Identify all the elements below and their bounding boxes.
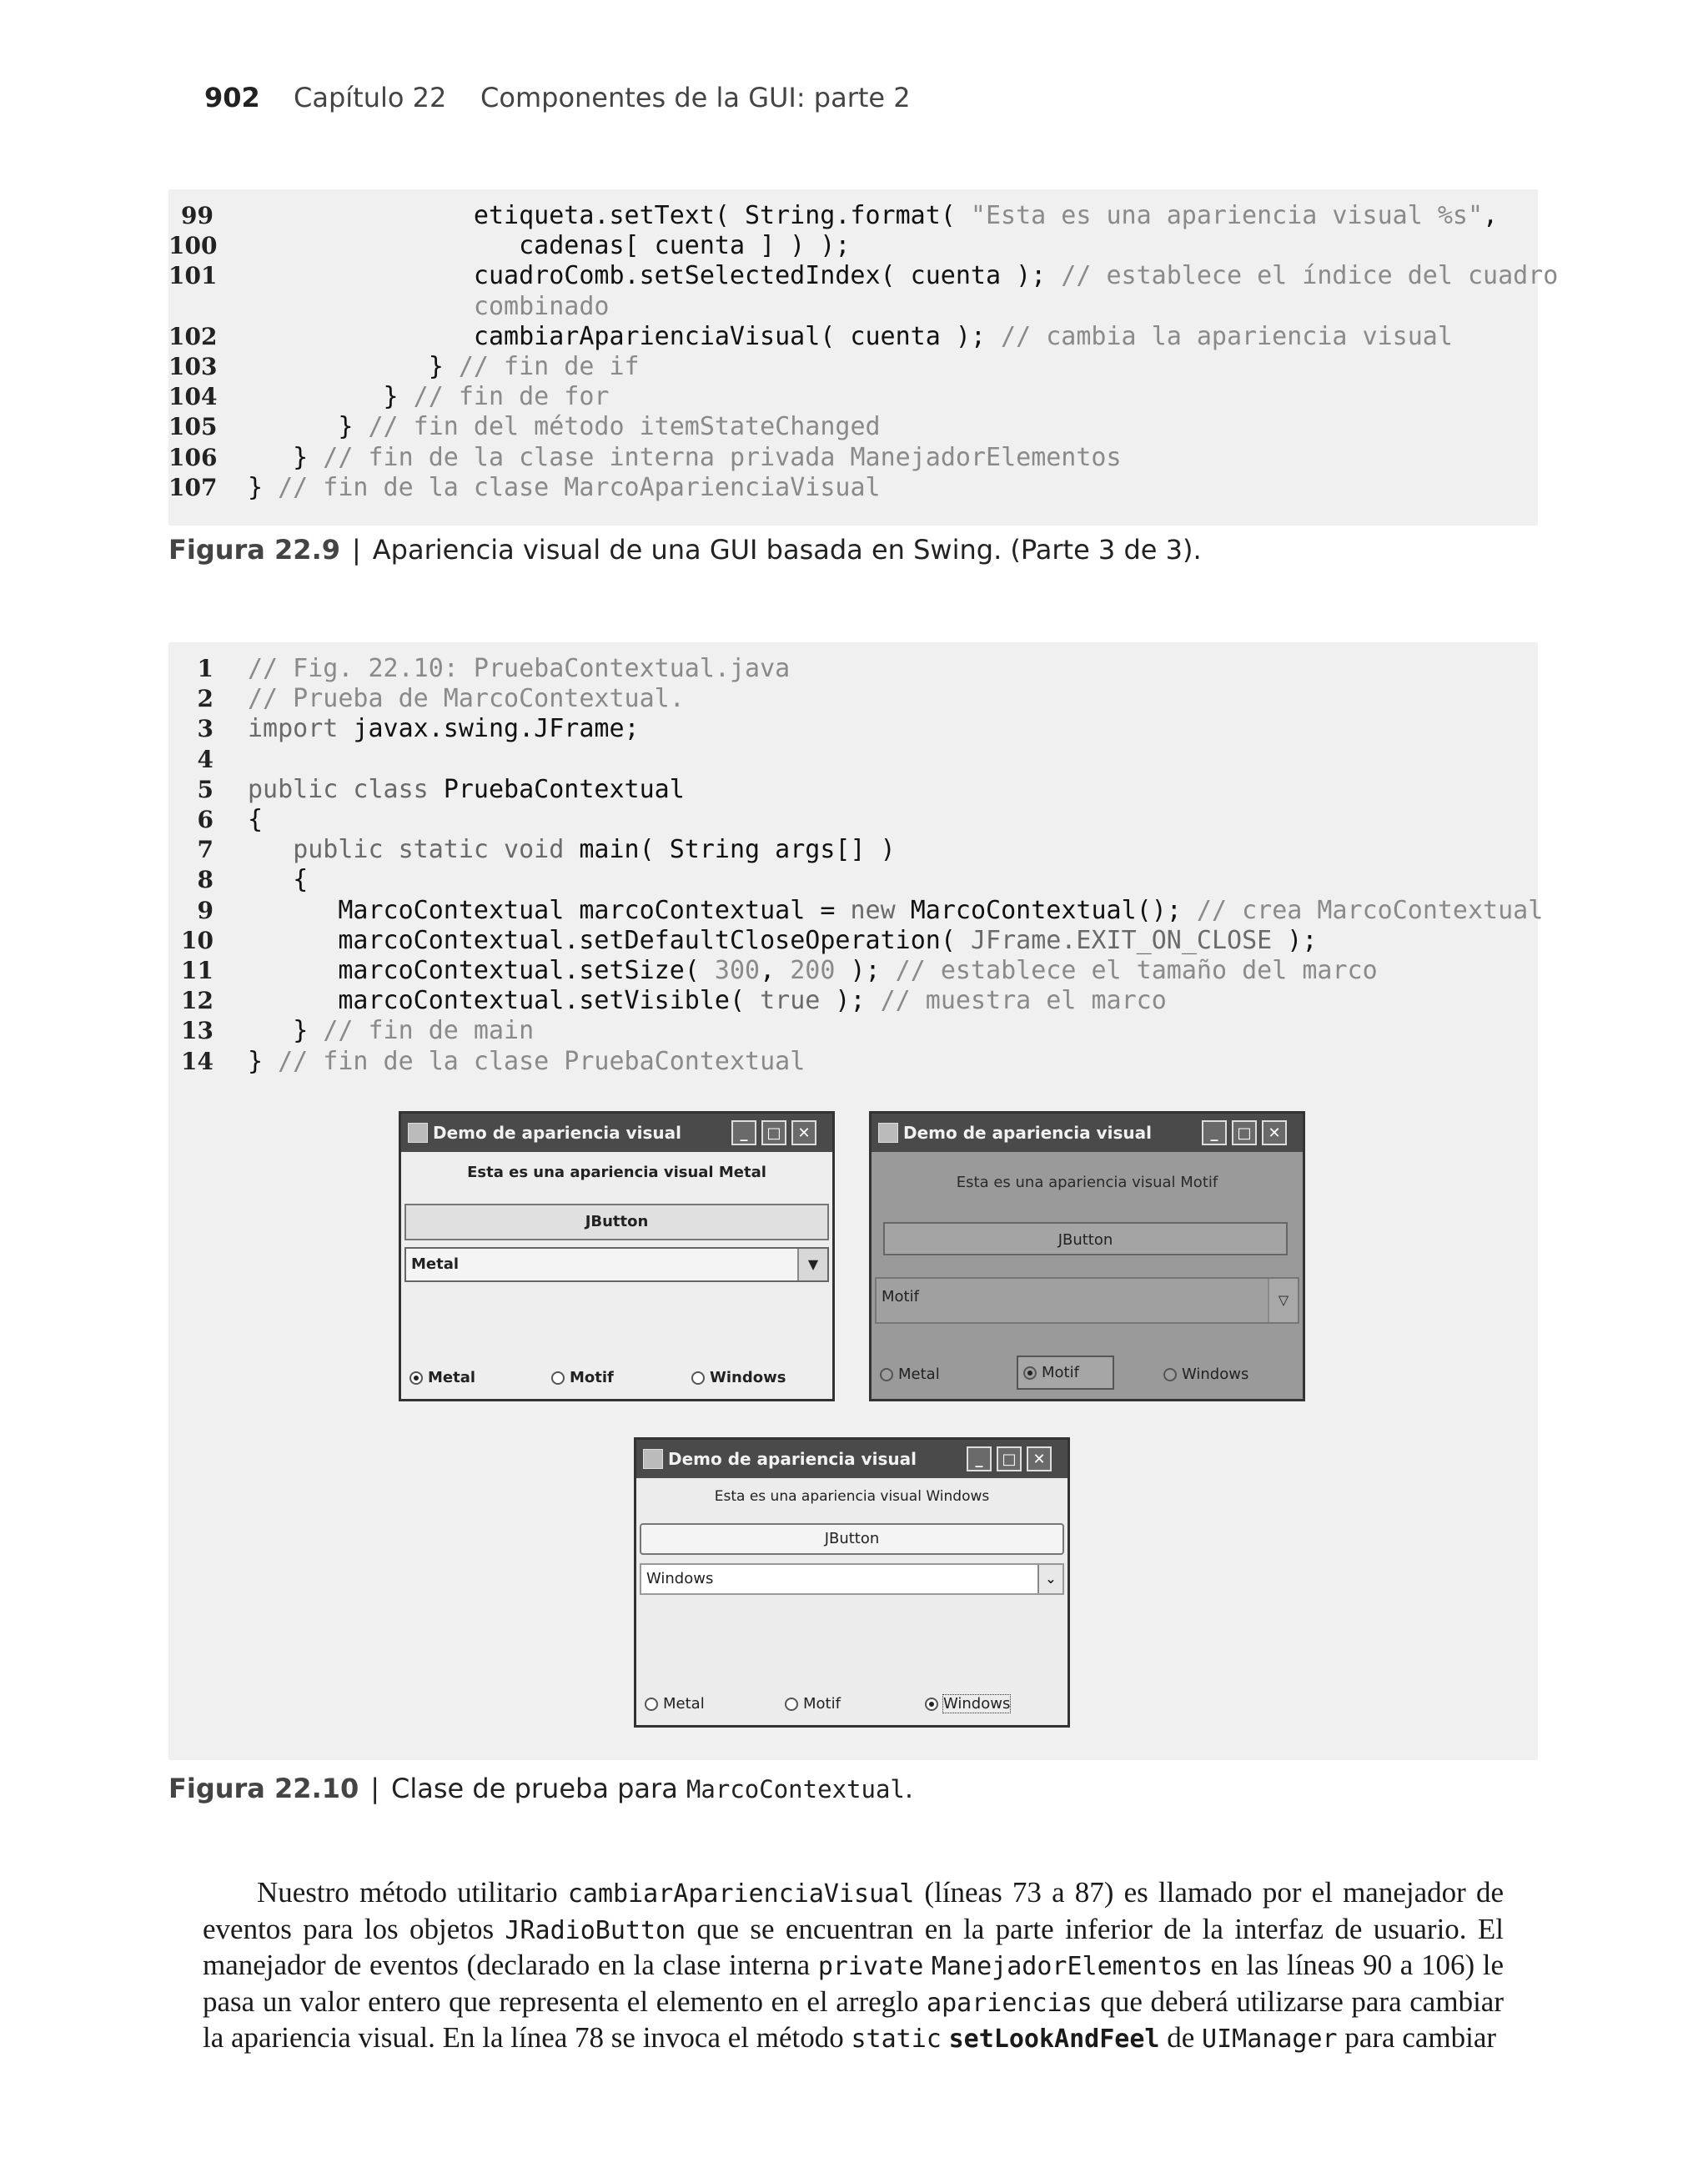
page-number: 902 — [204, 82, 260, 113]
chevron-down-icon[interactable]: ▼ — [797, 1249, 827, 1280]
radio-label: Metal — [428, 1369, 476, 1386]
chevron-down-icon[interactable]: ⌄ — [1037, 1565, 1062, 1593]
radio-windows[interactable] — [925, 1695, 1010, 1713]
code-line — [168, 895, 1544, 926]
line-number: 8 — [197, 866, 214, 894]
title-bar[interactable] — [636, 1440, 1068, 1478]
radio-dot — [1023, 1366, 1037, 1380]
radio-dot — [551, 1371, 565, 1385]
line-source: cadenas[ cuenta ] ) ); — [519, 231, 851, 261]
look-feel-combobox[interactable] — [640, 1563, 1064, 1595]
line-number: 14 — [181, 1047, 214, 1075]
code-line — [168, 261, 1559, 291]
code-line — [168, 322, 1538, 352]
line-source: public static void main( String args[] ) — [293, 835, 896, 865]
line-number: 105 — [168, 413, 218, 441]
line-source: { — [248, 805, 264, 834]
line-source: import javax.swing.JFrame; — [248, 714, 640, 744]
line-number: 99 — [181, 202, 214, 229]
code-line — [168, 956, 1538, 986]
close-icon[interactable]: ✕ — [791, 1120, 816, 1145]
line-source: marcoContextual.setSize( 300, 200 ); // establece el tamaño del marco — [338, 956, 1378, 985]
java-cup-icon — [878, 1123, 898, 1143]
java-cup-icon — [643, 1449, 663, 1469]
java-cup-icon — [408, 1123, 428, 1143]
code-line — [168, 684, 1538, 714]
line-source: } // fin de la clase PruebaContextual — [248, 1046, 806, 1076]
line-number: 102 — [168, 322, 218, 350]
combo-value: Metal — [411, 1255, 460, 1273]
line-source: } // fin de for — [383, 382, 610, 412]
line-source: } // fin de la clase interna privada ManejadorElementos — [293, 442, 1122, 472]
code-line — [168, 231, 1538, 261]
line-source: marcoContextual.setDefaultCloseOperation( JFrame.EXIT_ON_CLOSE ); — [338, 925, 1318, 955]
close-icon[interactable]: ✕ — [1262, 1120, 1287, 1145]
code-line — [168, 382, 1538, 412]
line-source: public class PruebaContextual — [248, 774, 685, 804]
line-number: 10 — [181, 926, 214, 954]
line-source: etiqueta.setText( String.format( "Esta es una apariencia visual %s", — [473, 201, 1499, 230]
radio-label: Motif — [1042, 1364, 1079, 1381]
window-windows — [634, 1437, 1070, 1728]
radio-label: Windows — [943, 1695, 1011, 1713]
radio-dot — [645, 1698, 658, 1711]
code-line — [168, 835, 1538, 865]
line-number: 100 — [168, 232, 218, 260]
line-source: } // fin de main — [293, 1016, 535, 1046]
radio-metal[interactable] — [880, 1366, 940, 1383]
radio-dot — [691, 1371, 705, 1385]
code-line — [168, 986, 1538, 1016]
line-number: 4 — [197, 745, 214, 773]
combo-value: Windows — [646, 1570, 714, 1587]
look-feel-label: Esta es una apariencia visual Metal — [467, 1164, 766, 1181]
title-bar[interactable] — [872, 1114, 1303, 1152]
line-source: } // fin del método itemStateChanged — [338, 412, 881, 442]
radio-motif[interactable] — [551, 1369, 614, 1386]
radio-dot — [880, 1368, 893, 1381]
line-source: } // fin de if — [428, 352, 640, 381]
code-line — [168, 714, 1538, 744]
radio-motif[interactable] — [785, 1695, 841, 1713]
caption-class-name: MarcoContextual — [686, 1775, 905, 1803]
chevron-down-icon[interactable]: ▽ — [1268, 1279, 1298, 1322]
line-source: cuadroComb.setSelectedIndex( cuenta ); // establece el índice del cuadro — [473, 261, 1559, 291]
body-paragraph: Nuestro método utilitario cambiarAparienciaVisual (líneas 73 a 87) es llamado por el manejador de eventos para los objetos JRadioButton que se encuentran en la parte inferior de la interfaz de usuario. El manejador de eventos (declarado en la clase interna private ManejadorElementos en las líneas 90 a 106) le pasa un valor entero que representa el elemento en el arreglo apariencias que deberá utilizarse para cambiar la apariencia visual. En la línea 78 se invoca el método static setLookAndFeel de UIManager para cambiar — [203, 1876, 1504, 2054]
radio-windows[interactable] — [1163, 1366, 1248, 1383]
code-listing-22-10 — [168, 642, 1544, 1760]
code-line — [168, 443, 1538, 473]
look-feel-combobox[interactable] — [875, 1277, 1299, 1324]
code-line — [168, 865, 1538, 895]
window-motif — [869, 1111, 1305, 1401]
jbutton[interactable]: JButton — [883, 1222, 1288, 1255]
line-number: 104 — [168, 383, 218, 411]
jbutton[interactable]: JButton — [404, 1204, 829, 1240]
line-number: 106 — [168, 443, 218, 471]
line-source: MarcoContextual marcoContextual = new MarcoContextual(); // crea MarcoContextual — [338, 895, 1544, 925]
line-number: 1 — [197, 655, 214, 682]
code-line — [168, 775, 1538, 805]
radio-label: Motif — [570, 1369, 614, 1386]
line-number: 9 — [197, 896, 214, 924]
line-number: 6 — [197, 806, 214, 833]
line-source: { — [293, 865, 309, 895]
line-number: 2 — [197, 685, 214, 713]
radio-dot — [785, 1698, 798, 1711]
line-source: marcoContextual.setVisible( true ); // muestra el marco — [338, 986, 1167, 1016]
radio-label: Windows — [1182, 1366, 1249, 1383]
radio-dot — [1163, 1368, 1177, 1381]
title-bar[interactable] — [401, 1114, 832, 1152]
code-line — [168, 412, 1538, 442]
line-source: cambiarAparienciaVisual( cuenta ); // cambia la apariencia visual — [473, 321, 1453, 351]
look-feel-combobox[interactable] — [404, 1247, 829, 1282]
caption-end: . — [904, 1773, 914, 1804]
code-line — [168, 745, 1538, 775]
figure-caption-22-10: Figura 22.10 | Clase de prueba para MarcoContextual. — [168, 1773, 914, 1804]
jbutton[interactable]: JButton — [640, 1523, 1064, 1555]
figure-number: Figura 22.9 — [168, 534, 340, 566]
line-number: 12 — [181, 987, 214, 1015]
maximize-icon[interactable]: □ — [997, 1446, 1022, 1471]
code-line — [168, 352, 1538, 382]
code-line — [168, 1016, 1538, 1046]
code-line — [168, 1047, 1538, 1077]
window-title: Demo de apariencia visual — [668, 1449, 917, 1469]
maximize-icon[interactable]: □ — [1232, 1120, 1257, 1145]
code-listing-22-9 — [168, 189, 1559, 526]
radio-dot — [925, 1698, 938, 1711]
radio-metal[interactable] — [409, 1369, 475, 1386]
code-line — [168, 805, 1538, 835]
line-number: 101 — [168, 262, 218, 290]
combo-value: Motif — [882, 1288, 919, 1305]
line-number: 103 — [168, 353, 218, 380]
line-source: } // fin de la clase MarcoAparienciaVisual — [248, 472, 881, 502]
line-number: 3 — [197, 715, 214, 743]
figure-number: Figura 22.10 — [168, 1773, 359, 1804]
radio-label: Motif — [803, 1695, 841, 1713]
minimize-icon[interactable]: _ — [967, 1446, 992, 1471]
code-line — [168, 201, 1538, 231]
line-source: combinado — [473, 291, 610, 321]
line-number: 5 — [197, 775, 214, 803]
minimize-icon[interactable]: _ — [1202, 1120, 1227, 1145]
caption-text: Apariencia visual de una GUI basada en Swing. (Parte 3 de 3). — [372, 534, 1202, 566]
line-number: 107 — [168, 473, 218, 501]
line-source: // Prueba de MarcoContextual. — [248, 684, 685, 714]
line-number: 13 — [181, 1017, 214, 1045]
caption-text: Clase de prueba para — [391, 1773, 686, 1804]
look-feel-label: Esta es una apariencia visual Motif — [956, 1174, 1218, 1191]
look-feel-label: Esta es una apariencia visual Windows — [714, 1488, 990, 1505]
code-line — [168, 292, 1538, 322]
window-metal — [399, 1111, 835, 1401]
radio-metal[interactable] — [645, 1695, 705, 1713]
running-head: Capítulo 22 Componentes de la GUI: parte 2 — [294, 82, 911, 113]
radio-label: Metal — [663, 1695, 705, 1713]
code-line — [168, 473, 1538, 503]
line-number: 7 — [197, 836, 214, 864]
code-line — [168, 654, 1538, 684]
figure-caption-22-9: Figura 22.9 | Apariencia visual de una GUI basada en Swing. (Parte 3 de 3). — [168, 534, 1202, 566]
radio-dot — [409, 1371, 423, 1385]
radio-label: Windows — [710, 1369, 786, 1386]
minimize-icon[interactable]: _ — [731, 1120, 756, 1145]
window-title: Demo de apariencia visual — [903, 1123, 1152, 1143]
line-source: // Fig. 22.10: PruebaContextual.java — [248, 654, 791, 683]
maximize-icon[interactable]: □ — [761, 1120, 786, 1145]
close-icon[interactable]: ✕ — [1027, 1446, 1052, 1471]
radio-windows[interactable] — [691, 1369, 786, 1386]
code-line — [168, 926, 1538, 956]
radio-motif[interactable] — [1017, 1356, 1114, 1390]
line-number: 11 — [181, 957, 214, 984]
radio-label: Metal — [898, 1366, 940, 1383]
window-title: Demo de apariencia visual — [433, 1123, 681, 1143]
